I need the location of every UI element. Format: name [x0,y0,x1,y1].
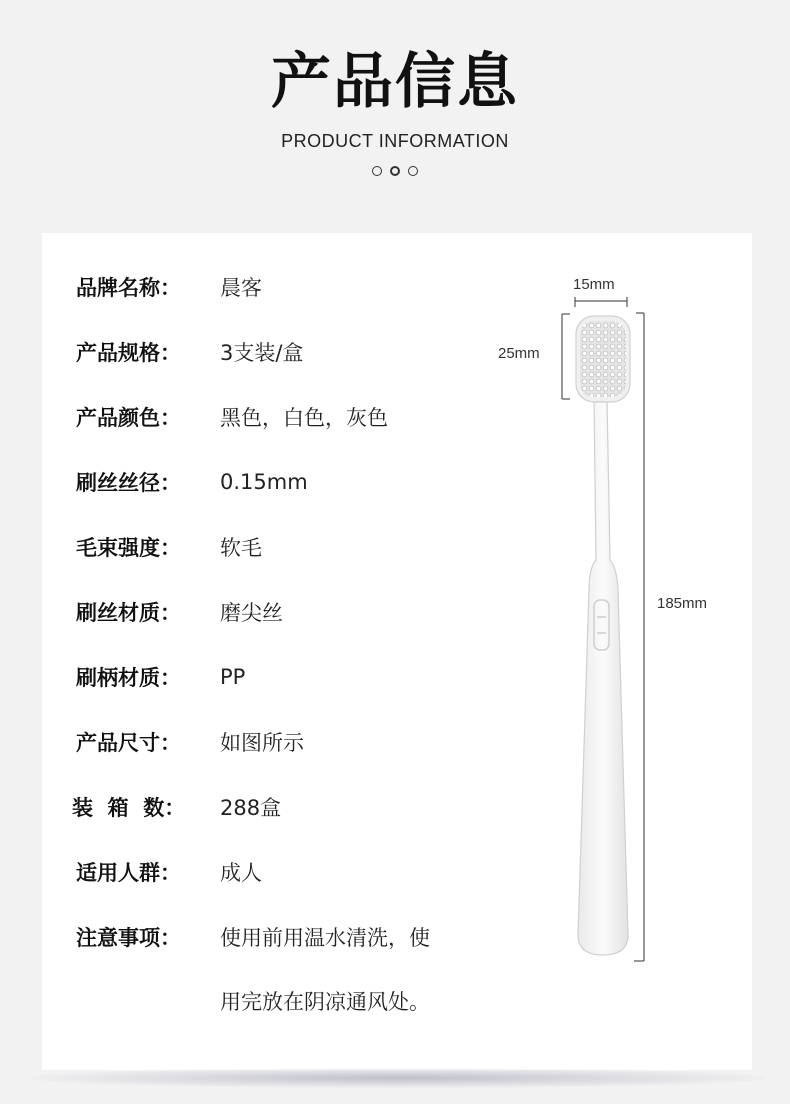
spec-value: 如图所示 [220,731,304,755]
toothbrush-handle [578,398,628,955]
spec-value: 288盒 [220,796,282,820]
spec-value: 磨尖丝 [220,601,283,625]
spec-label: 产品尺寸： [76,731,181,755]
spec-value: 使用前用温水清洗，使 [220,926,430,950]
spec-label: 刷柄材质： [76,666,181,690]
spec-label: 毛束强度： [76,536,181,560]
spec-label: 品牌名称： [76,276,181,300]
spec-value: 成人 [220,861,262,885]
spec-label: 产品规格： [76,341,181,365]
dimension-head-length: 25mm [498,345,540,362]
spec-value: 晨客 [220,276,262,300]
spec-label: 刷丝材质： [76,601,181,625]
dimension-head-width: 15mm [573,276,615,293]
dimension-total-length: 185mm [657,595,708,612]
spec-label: 装 箱 数： [72,796,186,820]
notes-continuation: 用完放在阴凉通风处。 [220,990,430,1014]
spec-value: 3支装/盒 [220,341,304,365]
spec-value: 软毛 [220,536,262,560]
page-title: 产品信息 [271,47,519,117]
spec-label: 产品颜色： [76,406,181,430]
spec-value: 黑色，白色，灰色 [220,406,388,430]
spec-label: 适用人群： [76,861,181,885]
spec-label: 注意事项： [76,926,181,950]
bristles [580,321,626,397]
spec-value: PP [220,665,246,689]
spec-label: 刷丝丝径： [76,471,181,495]
page-subtitle: PRODUCT INFORMATION [281,131,509,151]
spec-value: 0.15mm [220,470,308,494]
